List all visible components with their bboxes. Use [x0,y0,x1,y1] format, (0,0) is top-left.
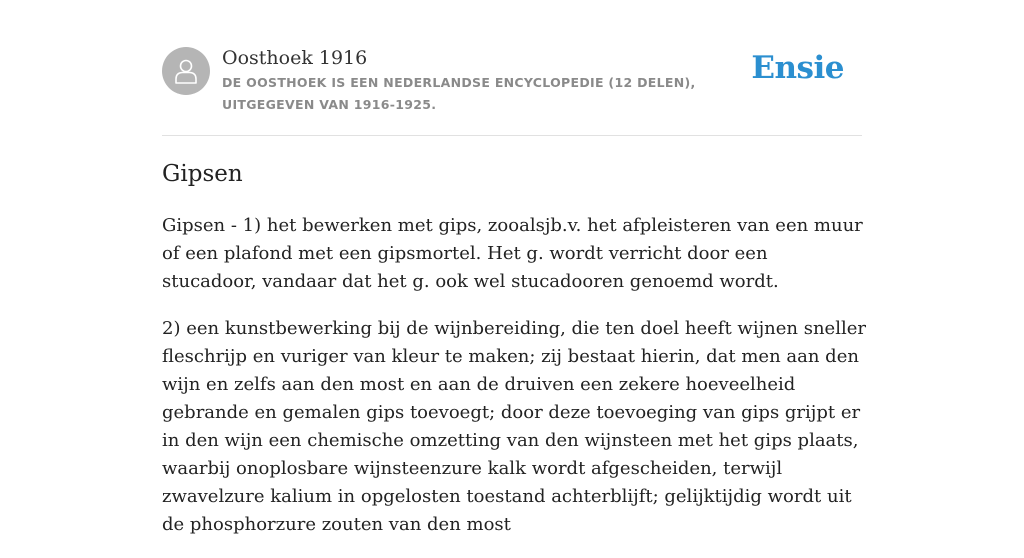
ensie-logo-link[interactable]: Ensie [751,50,844,86]
source-header [162,44,862,136]
article-paragraph-2: 2) een kunstbewerking bij de wijnbereiding, die ten doel heeft wijnen sneller fleschrijp en vuriger van kleur te maken; zij bestaat hierin, dat men aan den wijn en zelfs aan den most en aan de druiven een zekere hoeveelheid gebrande en gemalen gips toevoegt; door deze toevoeging van gips grijpt er in den wijn een chemische omzetting van den wijnsteen met het gips plaats, waarbij onoplosbare wijnsteenzure kalk wordt afgescheiden, terwijl zwavelzure kalium in opgelosten toestand achterblijft; gelijktijdig wordt uit de phosphorzure zouten van den most [162,318,866,535]
article-title: Gipsen [162,161,243,187]
article-body [162,212,866,558]
user-silhouette-icon [171,56,201,86]
article-paragraph-1: Gipsen - 1) het bewerken met gips, zooalsjb.v. het afpleisteren van een muur of een plafond met een gipsmortel. Het g. wordt verricht door een stucadoor, vandaar dat het g. ook wel stucadooren genoemd wordt. [162,215,863,292]
source-description: DE OOSTHOEK IS EEN NEDERLANDSE ENCYCLOPEDIE (12 DELEN), UITGEGEVEN VAN 1916-1925. [222,75,696,112]
source-title[interactable]: Oosthoek 1916 [222,47,368,69]
avatar[interactable] [162,47,210,95]
